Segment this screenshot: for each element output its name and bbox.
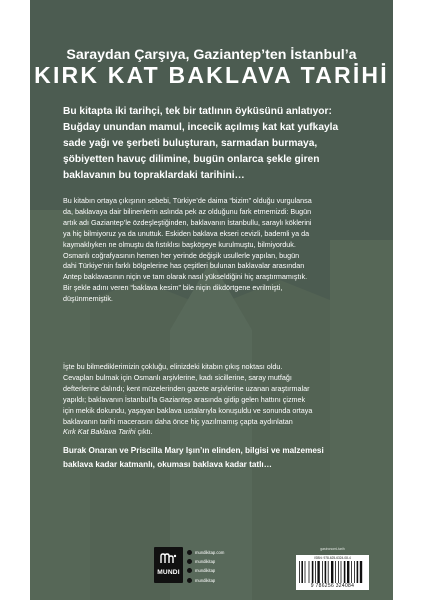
body-line: İşte bu bilmediklerimizin çokluğu, elinizdeki kitabın çıkış noktası oldu. (63, 362, 283, 371)
closing-line: baklava kadar katmanlı, okuması baklava kadar tatlı… (63, 460, 272, 469)
body-line: kaymaklıyken ne olmuştu da fıstıklısı başköşeye kurulmuştu, bilmiyorduk. (63, 239, 296, 249)
body-line: defterlerine dalındı; kent müzelerinden gazete arşivlerine uzanan araştırmalar (63, 383, 310, 393)
subtitle-heading: Saraydan Çarşıya, Gaziantep’ten İstanbul’a (66, 47, 357, 63)
sentence-end: çıktı. (135, 427, 153, 437)
body-line: ya hiç bilmiyoruz ya da unuttuk. Eskiden baklava ekseri cevizli, bademli ya da (63, 228, 310, 238)
contact-twitter[interactable] (187, 566, 247, 575)
barcode-bar (328, 561, 329, 583)
publisher-logo (154, 547, 183, 583)
barcode-bar (351, 561, 352, 583)
publisher-logo-icon (160, 553, 177, 564)
barcode-bar (325, 561, 327, 583)
barcode-bar (341, 561, 342, 583)
lead-line: Bu kitapta iki tarihçi, tek bir tatlının öyküsünü anlatıyor: (63, 106, 332, 117)
isbn-caption: ISBN: 978-625-6324-08-4 (314, 556, 351, 560)
body-line: da, baklavaya dair bilinenlerin aslında pek az olduğunu fark etmemizdi: Bugün (63, 206, 312, 216)
instagram-icon (187, 559, 192, 564)
contact-instagram[interactable] (187, 557, 247, 566)
body-line: yapıldı; baklavanın İstanbul’la Gaziantep arasında gidip gelen hattını çizmek (63, 394, 306, 404)
barcode-bar (312, 561, 314, 583)
barcode-bars (299, 561, 366, 583)
book-title-heading: KIRK KAT BAKLAVA TARİHİ (34, 62, 389, 88)
body-line: Bu kitabın ortaya çıkışının sebebi, Türkiye’de daima “bizim” olduğu vurgulansa (63, 196, 312, 205)
body-line: baklavanın tarihi macerasını daha önce hiç yazılmamış çapta aydınlatan (63, 416, 293, 426)
barcode-number: 9 786256 324084 (310, 583, 355, 589)
lead-line: şöbiyetten havuç dilimine, bugün onlarca şekle giren (63, 154, 320, 166)
contact-facebook[interactable] (187, 576, 247, 585)
barcode-bar (335, 561, 336, 583)
barcode-bar (309, 561, 310, 583)
barcode-bar (338, 561, 339, 583)
body-line: artık adı Gaziantep’le özdeşleştiğinden, baklavanın İstanbullu, saraylı köklerini (63, 217, 312, 227)
barcode-bar (315, 561, 316, 583)
body-line: dahi Türkiye’nin farklı bölgelerine has çeşitleri bulunan baklavalar arasından (63, 261, 305, 271)
book-title-inline: Kırk Kat Baklava Tarihi (63, 427, 136, 437)
closing-line: Burak Onaran ve Priscilla Mary Işın’ın elinden, bilgisi ve malzemesi (63, 446, 324, 455)
contact-website-text: mundikitap.com (195, 550, 225, 555)
barcode-bar (317, 561, 319, 583)
body-paragraph-2 (63, 362, 363, 438)
contact-facebook-text: mundikitap (195, 577, 216, 583)
barcode-bar (357, 561, 359, 583)
barcode-bar (305, 561, 306, 583)
body-line: Osmanlı coğrafyasının hemen her yerinde değişik usullerle yapılan, bugün (63, 250, 300, 260)
category-note: gastronomi-tarih (320, 547, 345, 551)
contact-website[interactable] (187, 548, 247, 557)
barcode-bar (331, 561, 333, 583)
body-paragraph-1 (63, 196, 363, 305)
globe-icon (187, 550, 192, 555)
lead-line: Buğday unundan mamul, incecik açılmış kat kat yufkayla (63, 122, 339, 134)
barcode-bar (347, 561, 349, 583)
lead-paragraph (63, 104, 363, 184)
barcode-bar (344, 561, 346, 583)
book-back-cover (30, 0, 393, 600)
contact-twitter-text: mundikitap (195, 568, 216, 574)
lead-line: sade yağı ve şerbeti buluşturan, sarmadan burmaya, (63, 138, 318, 150)
closing-paragraph (63, 444, 363, 472)
barcode-bar (360, 561, 362, 583)
isbn-barcode (296, 555, 369, 590)
body-line-last (63, 427, 363, 438)
lead-line: baklavanın bu topraklardaki tarihini… (63, 170, 245, 182)
contact-instagram-text: mundikitap (195, 559, 216, 565)
facebook-icon (187, 578, 192, 583)
barcode-bar (299, 561, 300, 583)
publisher-contacts (187, 548, 247, 585)
body-line: Antep baklavasının niçin ve tam olarak nasıl yükseldiğini hiç araştırmamıştık. (63, 272, 308, 282)
barcode-bar (354, 561, 355, 583)
body-line: Bir şekle adını veren “baklava kesim” bile niçin dikdörtgene evrilmişti, (63, 283, 283, 293)
twitter-icon (187, 568, 192, 573)
body-line: düşünmemiştik. (63, 294, 113, 304)
barcode-bar (322, 561, 323, 583)
publisher-logo-text: MUNDI (157, 569, 180, 576)
barcode-bar (301, 561, 303, 583)
body-line: için mekik dokundu, yaşayan baklava ustalarıyla konuşuldu ve sonunda ortaya (63, 405, 313, 415)
body-line: Cevapları bulmak için Osmanlı arşivlerine, kadı sicillerine, saray mutfağı (63, 372, 292, 382)
